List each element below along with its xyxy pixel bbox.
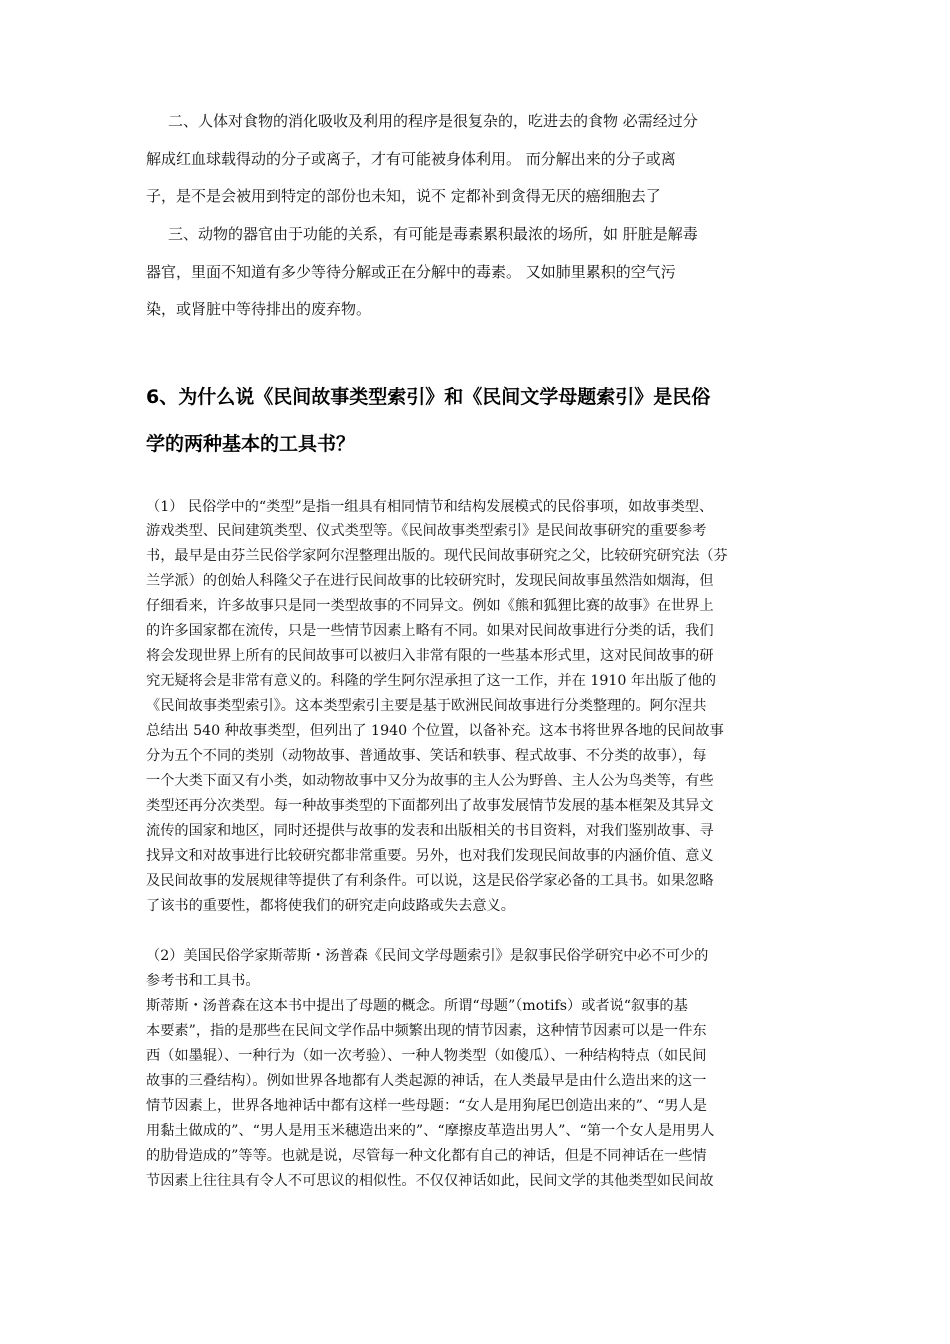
- text-line: 及民间故事的发展规律等提供了有利条件。可以说，这是民俗学家必备的工具书。如果忽略: [146, 873, 714, 889]
- text-line: 故事的三叠结构）。例如世界各地都有人类起源的神话，在人类最早是由什么造出来的这一: [146, 1073, 707, 1089]
- text-line: 情节因素上，世界各地神话中都有这样一些母题：“女人是用狗尾巴创造出来的”、“男人是: [146, 1098, 707, 1114]
- text-line: 西（如墨辊）、一种行为（如一次考验）、一种人物类型（如傻瓜）、一种结构特点（如民间: [146, 1048, 707, 1064]
- text-line: 游戏类型、民间建筑类型、仪式类型等。《民间故事类型索引》是民间故事研究的重要参考: [146, 523, 707, 539]
- text-line: 将会发现世界上所有的民间故事可以被归入非常有限的一些基本形式里，这对民间故事的研: [146, 648, 714, 664]
- text-line: 三、动物的器官由于功能的关系，有可能是毒素累积最浓的场所，如 肝脏是解毒: [168, 225, 698, 243]
- text-line: 流传的国家和地区，同时还提供与故事的发表和出版相关的书目资料，对我们鉴别故事、寻: [146, 823, 714, 839]
- text-line: 用黏土做成的”、“男人是用玉米穗造出来的”、“摩擦皮革造出男人”、“第一个女人是用男人: [146, 1123, 715, 1139]
- text-line: 究无疑将会是非常有意义的。科隆的学生阿尔涅承担了这一工作，并在 1910 年出版了他的: [146, 673, 717, 689]
- text-line: 类型还再分次类型。每一种故事类型的下面都列出了故事发展情节发展的基本框架及其异文: [146, 798, 714, 814]
- text-line: （2）美国民俗学家斯蒂斯・汤普森《民间文学母题索引》是叙事民俗学研究中必不可少的: [146, 948, 709, 964]
- text-line: 《民间故事类型索引》。这本类型索引主要是基于欧洲民间故事进行分类整理的。阿尔涅共: [146, 698, 707, 714]
- text-line: 斯蒂斯・汤普森在这本书中提出了母题的概念。所谓“母题”（motifs）或者说“叙事的基: [146, 998, 688, 1014]
- text-line: 子，是不是会被用到特定的部份也未知，说不 定都补到贪得无厌的癌细胞去了: [146, 187, 661, 205]
- text-line: 书，最早是由芬兰民俗学家阿尔涅整理出版的。现代民间故事研究之父，比较研究研究法（芬: [146, 548, 728, 564]
- text-line: 节因素上往往具有令人不可思议的相似性。不仅仅神话如此，民间文学的其他类型如民间故: [146, 1173, 714, 1189]
- text-line: 参考书和工具书。: [146, 973, 260, 989]
- text-line: 兰学派）的创始人科隆父子在进行民间故事的比较研究时，发现民间故事虽然浩如烟海，但: [146, 573, 714, 589]
- text-line: 器官，里面不知道有多少等待分解或正在分解中的毒素。 又如肺里累积的空气污: [146, 263, 676, 281]
- text-line: 总结出 540 种故事类型，但列出了 1940 个位置，以备补充。这本书将世界各地的民间故事: [146, 723, 724, 739]
- text-line: 一个大类下面又有小类，如动物故事中又分为故事的主人公为野兽、主人公为鸟类等，有些: [146, 773, 714, 789]
- text-line: 的肋骨造成的”等等。也就是说，尽管每一种文化都有自己的神话，但是不同神话在一些情: [146, 1148, 707, 1164]
- text-line: （1） 民俗学中的“类型”是指一组具有相同情节和结构发展模式的民俗事项，如故事类型、: [146, 499, 714, 515]
- text-line: 染，或肾脏中等待排出的废弃物。: [146, 300, 372, 318]
- text-line: 的许多国家都在流传，只是一些情节因素上略有不同。如果对民间故事进行分类的话，我们: [146, 623, 714, 639]
- text-line: 分为五个不同的类别（动物故事、普通故事、笑话和轶事、程式故事、不分类的故事），每: [146, 748, 707, 764]
- text-line: 本要素”，指的是那些在民间文学作品中频繁出现的情节因素，这种情节因素可以是一件东: [146, 1023, 707, 1039]
- text-line: 解成红血球载得动的分子或离子，才有可能被身体利用。 而分解出来的分子或离: [146, 150, 676, 168]
- text-line: 了该书的重要性，都将使我们的研究走向歧路或失去意义。: [146, 898, 515, 914]
- text-line: 二、人体对食物的消化吸收及利用的程序是很复杂的，吃进去的食物 必需经过分: [168, 112, 698, 130]
- section-heading: 学的两种基本的工具书？: [146, 433, 356, 455]
- text-line: 仔细看来，许多故事只是同一类型故事的不同异文。例如《熊和狐狸比赛的故事》在世界上: [146, 598, 714, 614]
- text-line: 找异文和对故事进行比较研究都非常重要。另外，也对我们发现民间故事的内涵价值、意义: [146, 848, 714, 864]
- section-heading: 6、为什么说《民间故事类型索引》和《民间文学母题索引》是民俗: [146, 386, 711, 408]
